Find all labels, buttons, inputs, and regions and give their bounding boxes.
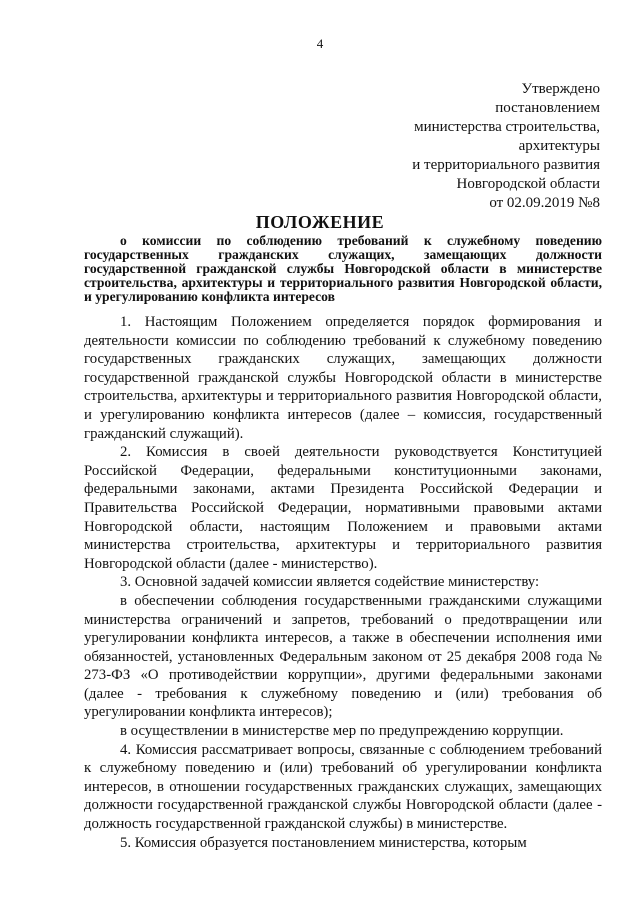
document-subtitle	[84, 234, 602, 304]
approval-line: от 02.09.2019 №8	[489, 195, 600, 211]
page-number: 4	[316, 36, 324, 51]
approval-line: архитектуры	[518, 138, 600, 154]
document-body	[84, 313, 602, 852]
paragraph: 4. Комиссия рассматривает вопросы, связанные с соблюдением требований к служебному поведению и (или) требований об урегулировании конфликта интересов, в отношении государственных гражданских служащих, замещающих должности государственной гражданской службы Новгородской области (далее - должность государственной гражданской службы) в министерстве.	[84, 741, 602, 833]
document-subtitle-text: о комиссии по соблюдению требований к служебному поведению государственных гражданских служащих, замещающих должности государственной гражданской службы Новгородской области в министерстве строительства, архитектуры и территориального развития Новгородской области, и урегулированию конфликта интересов	[84, 233, 602, 304]
approval-line: Утверждено	[521, 81, 600, 97]
approval-line: министерства строительства,	[414, 119, 600, 135]
paragraph: 3. Основной задачей комиссии является содействие министерству:	[120, 574, 540, 591]
approval-line: постановлением	[495, 100, 600, 116]
paragraph: 2. Комиссия в своей деятельности руководствуется Конституцией Российской Федерации, федеральными конституционными законами, федеральными законами, актами Президента Российской Федерации и Правительства Российской Федерации, нормативными правовыми актами Новгородской области, настоящим Положением и правовыми актами министерства строительства, архитектуры и территориального развития Новгородской области (далее - министерство).	[84, 444, 602, 572]
paragraph: в обеспечении соблюдения государственными гражданскими служащими министерства ограничений и запретов, требований о предотвращении или урегулировании конфликта интересов, а также в обеспечении исполнения ими обязанностей, установленных Федеральным законом от 25 декабря 2008 года № 273-ФЗ «О противодействии коррупции», другими федеральными законами (далее - требования к служебному поведению и (или) требования об урегулировании конфликта интересов);	[84, 592, 602, 721]
document-title: ПОЛОЖЕНИЕ	[255, 212, 385, 232]
paragraph: 1. Настоящим Положением определяется порядок формирования и деятельности комиссии по соблюдению требований к служебному поведению государственных гражданских служащих, замещающих должности государственной гражданской службы Новгородской области в министерстве строительства, архитектуры и территориального развития Новгородской области, и урегулированию конфликта интересов (далее – комиссия, государственный гражданский служащий).	[84, 314, 602, 442]
approval-line: и территориального развития	[412, 157, 600, 173]
approval-line: Новгородской области	[456, 176, 600, 192]
paragraph: в осуществлении в министерстве мер по предупреждению коррупции.	[120, 723, 564, 740]
paragraph: 5. Комиссия образуется постановлением министерства, которым	[120, 834, 527, 851]
approval-stamp	[340, 80, 600, 213]
